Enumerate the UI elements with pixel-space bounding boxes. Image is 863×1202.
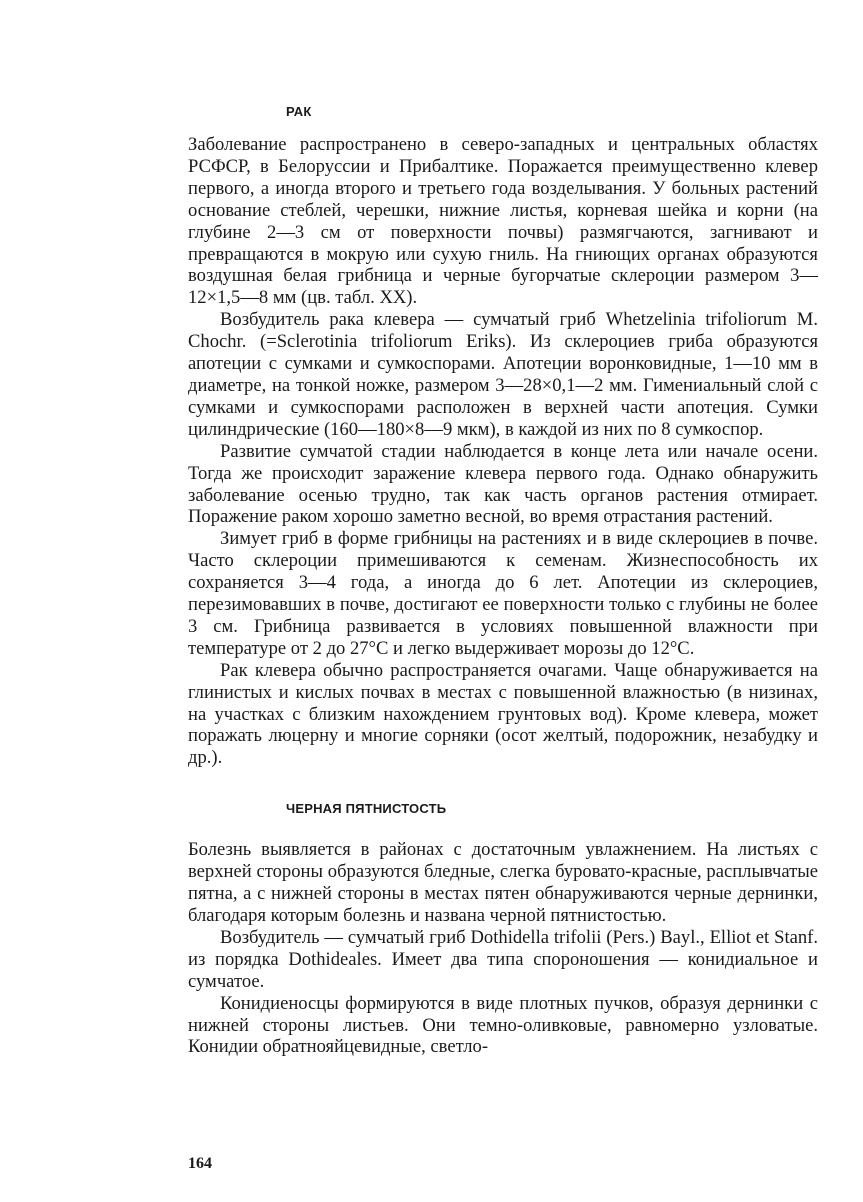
paragraph: Возбудитель рака клевера — сумчатый гриб Whetzelinia trifoliorum M. Chochr. (=Sclerotinia trifoliorum Eriks). Из склероциев гриба образуются апотеции с сумками и сумкоспорами. Апотеции воронковидные, 1—10 мм в диаметре, на тонкой ножке, размером 3—28×0,1—2 мм. Гимениальный слой с сумками и сумкоспорами расположен в верхней части апотеция. Сумки цилиндрические (160—180×8—9 мкм), в каждой из них по 8 сумкоспор.	[188, 309, 818, 440]
paragraph: Болезнь выявляется в районах с достаточным увлажнением. На листьях с верхней стороны образуются бледные, слегка буровато-красные, расплывчатые пятна, а с нижней стороны в местах пятен обнаруживаются черные дернинки, благодаря которым болезнь и названа черной пятнистостью.	[188, 839, 818, 926]
paragraph: Заболевание распространено в северо-западных и центральных областях РСФСР, в Белоруссии и Прибалтике. Поражается преимущественно клевер первого, а иногда второго и третьего года возделывания. У больных растений основание стеблей, черешки, нижние листья, корневая шейка и корни (на глубине 2—3 см от поверхности почвы) размягчаются, загнивают и превращаются в мокрую или сухую гниль. На гниющих органах образуются воздушная белая грибница и черные бугорчатые склероции размером 3—12×1,5—8 мм (цв. табл. XX).	[188, 134, 818, 309]
paragraph: Рак клевера обычно распространяется очагами. Чаще обнаруживается на глинистых и кислых почвах в местах с повышенной влажностью (в низинах, на участках с близким нахождением грунтовых вод). Кроме клевера, может поражать люцерну и многие сорняки (осот желтый, подорожник, незабудку и др.).	[188, 659, 818, 769]
paragraph: Возбудитель — сумчатый гриб Dothidella trifolii (Pers.) Bayl., Elliot et Stanf. из порядка Dothideales. Имеет два типа спороношения — конидиальное и сумчатое.	[188, 926, 818, 992]
paragraph: Зимует гриб в форме грибницы на растениях и в виде склероциев в почве. Часто склероции примешиваются к семенам. Жизнеспособность их сохраняется 3—4 года, а иногда до 6 лет. Апотеции из склероциев, перезимовавших в почве, достигают ее поверхности только с глубины не более 3 см. Грибница развивается в условиях повышенной влажности при температуре от 2 до 27°С и легко выдерживает морозы до 12°С.	[188, 528, 818, 659]
paragraph: Конидиеносцы формируются в виде плотных пучков, образуя дернинки с нижней стороны листьев. Они темно-оливковые, равномерно узловатые. Конидии обратнояйцевидные, светло-	[188, 992, 818, 1058]
page-content	[188, 104, 818, 1058]
paragraph: Развитие сумчатой стадии наблюдается в конце лета или начале осени. Тогда же происходит заражение клевера первого года. Однако обнаружить заболевание осенью трудно, так как часть органов растения отмирает. Поражение раком хорошо заметно весной, во время отрастания растений.	[188, 440, 818, 528]
section-heading-black-spot: ЧЕРНАЯ ПЯТНИСТОСТЬ	[286, 801, 447, 817]
section-heading-rak: РАК	[286, 104, 312, 119]
page-number: 164	[188, 1155, 212, 1172]
